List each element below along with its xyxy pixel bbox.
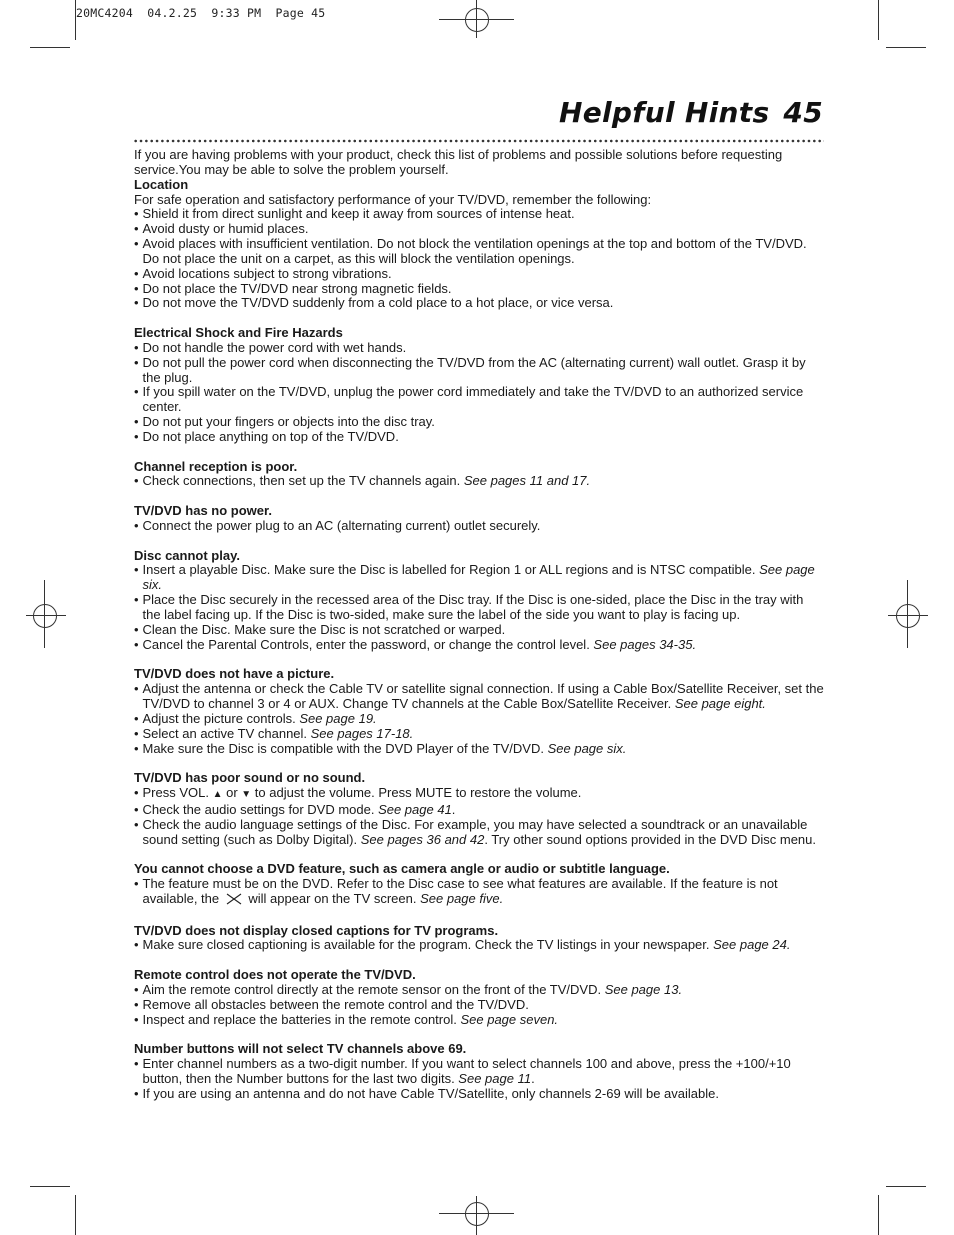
list-item: • Make sure the Disc is compatible with the DVD Player of the TV/DVD. See page six.	[134, 742, 824, 757]
list-item: • Do not place anything on top of the TV/DVD.	[134, 430, 824, 445]
section-location	[134, 178, 824, 312]
section-dvd-feature	[134, 862, 824, 909]
bullet-list	[134, 786, 824, 847]
page-reference: See page 24.	[713, 937, 791, 953]
crop-mark-top-right-v	[878, 0, 879, 40]
section-heading: Disc cannot play.	[134, 547, 240, 563]
section-electrical-shock	[134, 326, 824, 445]
section-disc-cannot-play	[134, 549, 824, 653]
list-item: • Do not handle the power cord with wet hands.	[134, 341, 824, 356]
list-item: • Place the Disc securely in the recessed area of the Disc tray. If the Disc is one-sided, place the Disc in the tray with the label facing up. If the Disc is two-sided, make sure the label of the side you want to play is facing up.	[134, 593, 824, 623]
section-heading: You cannot choose a DVD feature, such as camera angle or audio or subtitle language.	[134, 861, 670, 877]
list-item: • Avoid places with insufficient ventilation. Do not block the ventilation openings at the top and bottom of the TV/DVD. Do not place the unit on a carpet, as this will block the ventilation openings.	[134, 237, 824, 267]
x-mark-icon	[225, 893, 243, 909]
list-item: • Do not pull the power cord when disconnecting the TV/DVD from the AC (alternating current) wall outlet. Grasp it by the plug.	[134, 356, 824, 386]
list-item: • Aim the remote control directly at the remote sensor on the front of the TV/DVD. See page 13.	[134, 983, 824, 998]
list-item: • Insert a playable Disc. Make sure the Disc is labelled for Region 1 or ALL regions and is NTSC compatible. See page six.	[134, 563, 824, 593]
bullet-list	[134, 207, 824, 311]
list-item: • Make sure closed captioning is available for the program. Check the TV listings in your newspaper. See page 24.	[134, 938, 824, 953]
volume-up-icon: ▲	[212, 789, 223, 800]
section-number-buttons	[134, 1042, 824, 1101]
page-title	[559, 96, 823, 129]
list-item: • Do not move the TV/DVD suddenly from a cold place to a hot place, or vice versa.	[134, 296, 824, 311]
hints-content	[134, 148, 824, 1116]
bullet-list	[134, 474, 824, 489]
bullet-list	[134, 983, 824, 1028]
bullet-list	[134, 938, 824, 953]
page-reference: See page six.	[142, 562, 815, 593]
page-reference: See page six.	[547, 740, 627, 756]
list-item: • The feature must be on the DVD. Refer to the Disc case to see what features are available. If the feature is not available, the will appear on the TV screen. See page five.	[134, 877, 824, 909]
bullet-list	[134, 877, 824, 909]
list-item: • Check the audio language settings of the Disc. For example, you may have selected a soundtrack or an unavailable sound setting (such as Dolby Digital). See pages 36 and 42. Try other sound options provided in the DVD Disc menu.	[134, 818, 824, 848]
list-item: • Adjust the picture controls. See page 19.	[134, 712, 824, 727]
list-item: • Avoid dusty or humid places.	[134, 222, 824, 237]
print-slug: 20MC4204 04.2.25 9:33 PM Page 45	[76, 6, 326, 20]
page-reference: See page 13.	[604, 981, 683, 997]
crop-mark-top-left-v	[75, 0, 76, 40]
page-reference: See pages 17-18.	[310, 725, 414, 741]
bullet-list	[134, 519, 824, 534]
page-reference: See page 19.	[299, 710, 377, 726]
section-heading: Electrical Shock and Fire Hazards	[134, 325, 343, 341]
page-reference: See pages 34-35.	[593, 636, 697, 652]
section-remote-control	[134, 968, 824, 1027]
list-item: • Check the audio settings for DVD mode. See page 41.	[134, 803, 824, 818]
volume-down-icon: ▼	[241, 789, 252, 800]
page-reference: See page seven.	[460, 1011, 559, 1027]
crop-mark-bottom-right-h	[886, 1186, 926, 1187]
list-item: • Enter channel numbers as a two-digit number. If you want to select channels 100 and above, press the +100/+10 button, then the Number buttons for the last two digits. See page 11.	[134, 1057, 824, 1087]
crop-mark-bottom-left-h	[30, 1186, 70, 1187]
section-closed-captions	[134, 924, 824, 954]
section-no-power	[134, 504, 824, 534]
section-heading: Location	[134, 176, 189, 192]
list-item: • Inspect and replace the batteries in the remote control. See page seven.	[134, 1013, 824, 1028]
section-lead: For safe operation and satisfactory performance of your TV/DVD, remember the following:	[134, 191, 652, 207]
section-no-picture	[134, 667, 824, 756]
list-item: • Do not place the TV/DVD near strong magnetic fields.	[134, 282, 824, 297]
section-channel-reception	[134, 460, 824, 490]
bullet-list	[134, 341, 824, 445]
list-item: • If you are using an antenna and do not have Cable TV/Satellite, only channels 2-69 will be available.	[134, 1087, 824, 1102]
page-reference: See page eight.	[674, 695, 766, 711]
page-reference: See pages 36 and 42	[360, 831, 485, 847]
list-item: • Select an active TV channel. See pages 17-18.	[134, 727, 824, 742]
section-heading: Number buttons will not select TV channels above 69.	[134, 1041, 467, 1057]
page-reference: See pages 11 and 17.	[463, 473, 591, 489]
section-poor-sound	[134, 771, 824, 847]
section-heading: TV/DVD does not have a picture.	[134, 666, 335, 682]
list-item: • Press VOL. ▲ or ▼ to adjust the volume. Press MUTE to restore the volume.	[134, 786, 824, 803]
list-item: • Adjust the antenna or check the Cable TV or satellite signal connection. If using a Cable Box/Satellite Receiver, set the TV/DVD to channel 3 or 4 or AUX. Change TV channels at the Cable Box/Satellite Receiver. See page eight.	[134, 682, 824, 712]
list-item: • Check connections, then set up the TV channels again. See pages 11 and 17.	[134, 474, 824, 489]
list-item: • Do not put your fingers or objects into the disc tray.	[134, 415, 824, 430]
section-heading: Remote control does not operate the TV/DVD.	[134, 966, 416, 982]
bullet-list	[134, 563, 824, 652]
crop-mark-top-left-h	[30, 47, 70, 48]
list-item: • Cancel the Parental Controls, enter the password, or change the control level. See pages 34-35.	[134, 638, 824, 653]
crop-mark-top-right-h	[886, 47, 926, 48]
page-number: 45	[783, 96, 823, 129]
list-item: • Remove all obstacles between the remote control and the TV/DVD.	[134, 998, 824, 1013]
list-item: • If you spill water on the TV/DVD, unplug the power cord immediately and take the TV/DVD to an authorized service center.	[134, 385, 824, 415]
list-item: • Clean the Disc. Make sure the Disc is not scratched or warped.	[134, 623, 824, 638]
intro-paragraph: If you are having problems with your product, check this list of problems and possible solutions before requesting service.You may be able to solve the problem yourself.	[134, 147, 783, 177]
bullet-list	[134, 1057, 824, 1102]
page-title-text: Helpful Hints	[558, 96, 770, 129]
crop-mark-bottom-left-v	[75, 1195, 76, 1235]
section-heading: TV/DVD has no power.	[134, 503, 272, 519]
bullet-list	[134, 682, 824, 756]
section-heading: TV/DVD has poor sound or no sound.	[134, 770, 366, 786]
section-heading: Channel reception is poor.	[134, 458, 298, 474]
list-item: • Shield it from direct sunlight and keep it away from sources of intense heat.	[134, 207, 824, 222]
list-item: • Avoid locations subject to strong vibrations.	[134, 267, 824, 282]
page-reference: See page 11	[458, 1070, 532, 1086]
section-heading: TV/DVD does not display closed captions for TV programs.	[134, 922, 499, 938]
page-reference: See page 41	[378, 801, 452, 817]
list-item: • Connect the power plug to an AC (alternating current) outlet securely.	[134, 519, 824, 534]
page-reference: See page five.	[420, 890, 504, 906]
dotted-rule	[133, 139, 824, 143]
crop-mark-bottom-right-v	[878, 1195, 879, 1235]
